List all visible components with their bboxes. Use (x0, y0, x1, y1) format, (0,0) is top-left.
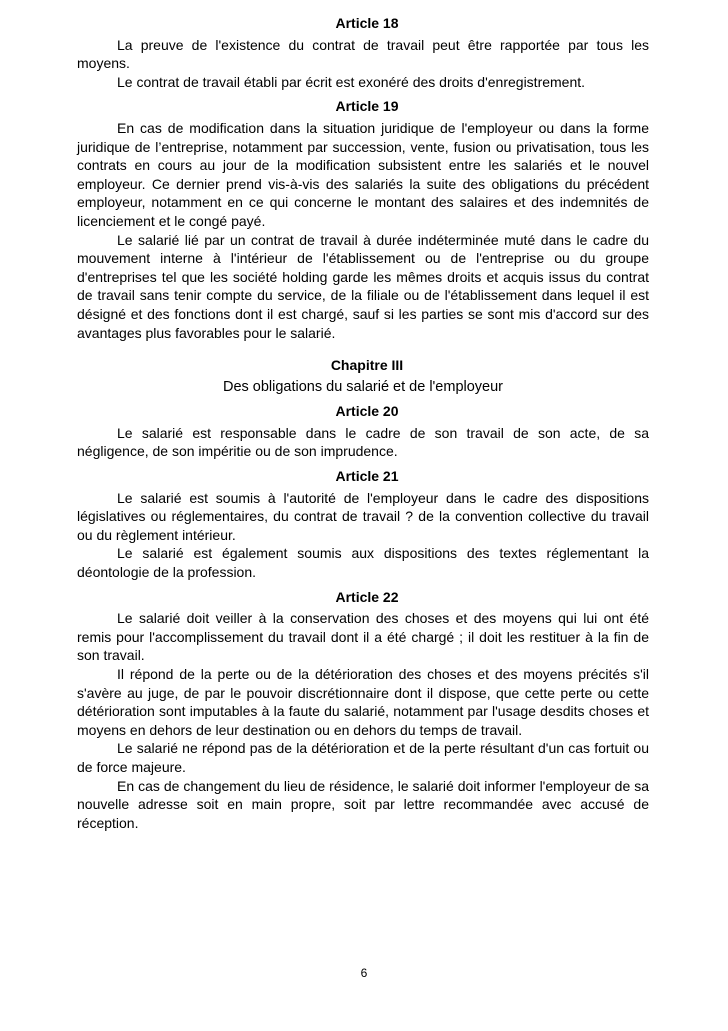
chapter-3-title: Chapitre III (330, 357, 404, 374)
article-22-paragraph-4: En cas de changement du lieu de résidence, le salarié doit informer l'employeur de sa nouvelle adresse soit en main propre, soit par lettre recommandée avec accusé de réception. (77, 777, 649, 831)
article-18 (77, 14, 649, 91)
article-19-title: Article 19 (335, 98, 399, 115)
article-21-paragraph-2: Le salarié est également soumis aux dispositions des textes réglementant la déontologie de la profession. (77, 545, 649, 581)
article-22-title: Article 22 (335, 588, 399, 605)
article-19-paragraph-1: En cas de modification dans la situation juridique de l'employeur ou dans la forme juridique de l’entreprise, notamment par succession, vente, fusion ou privatisation, tous les contrats en cours au jour de la modification subsistent entre les salariés et le nouvel employeur. Ce dernier prend vis-à-vis des salariés la suite des obligations du précédent employeur, notamment en ce qui concerne le montant des salaires et des indemnités de licenciement et le congé payé. (77, 119, 649, 229)
article-22 (77, 588, 649, 833)
chapter-3 (77, 356, 649, 396)
article-21-title: Article 21 (335, 468, 399, 485)
article-22-paragraph-3: Le salarié ne répond pas de la détérioration et de la perte résultant d'un cas fortuit ou de force majeure. (77, 740, 649, 775)
article-21-paragraph-1: Le salarié est soumis à l'autorité de l'employeur dans le cadre des dispositions législatives ou réglementaires, du contrat de travail ? de la convention collective du travail ou du règlement intérieur. (77, 489, 649, 543)
page-number: 6 (360, 966, 368, 980)
article-18-paragraph-2: Le contrat de travail établi par écrit est exonéré des droits d'enregistrement. (117, 73, 586, 90)
article-19 (77, 97, 649, 342)
article-20 (77, 402, 649, 461)
article-22-paragraph-1: Le salarié doit veiller à la conservation des choses et des moyens qui lui ont été remis pour l'accomplissement du travail dont il a été chargé ; il doit les restituer à la fin de son travail. (77, 610, 649, 664)
article-20-paragraph-1: Le salarié est responsable dans le cadre de son travail de son acte, de sa négligence, de son impéritie ou de son imprudence. (77, 424, 649, 460)
article-19-paragraph-2: Le salarié lié par un contrat de travail à durée indéterminée muté dans le cadre du mouvement interne à l'intérieur de l'établissement ou de l'entreprise ou du groupe d'entreprises tel que les société holding garde les mêmes droits et acquis issus du contrat de travail sans tenir compte du service, de la filiale ou de l'établissement dans lequel il est désigné et des fonctions dont il est chargé, sauf si les parties se sont mis d'accord sur des avantages plus favorables pour le salarié. (77, 231, 649, 341)
article-21 (77, 467, 649, 582)
article-20-title: Article 20 (335, 403, 399, 420)
document-page (77, 14, 649, 832)
article-22-paragraph-2: Il répond de la perte ou de la détérioration des choses et des moyens précités s'il s'avère au juge, de par le pouvoir discrétionnaire dont il dispose, que cette perte ou cette détérioration sont imputables à la faute du salarié, notamment par l'usage desdits choses et moyens en dehors de leur destination ou en dehors du temps de travail. (77, 666, 649, 738)
chapter-3-subtitle: Des obligations du salarié et de l'employeur (222, 378, 504, 395)
article-18-paragraph-1: La preuve de l'existence du contrat de travail peut être rapportée par tous les moyens. (77, 36, 649, 72)
article-18-title: Article 18 (335, 15, 399, 31)
